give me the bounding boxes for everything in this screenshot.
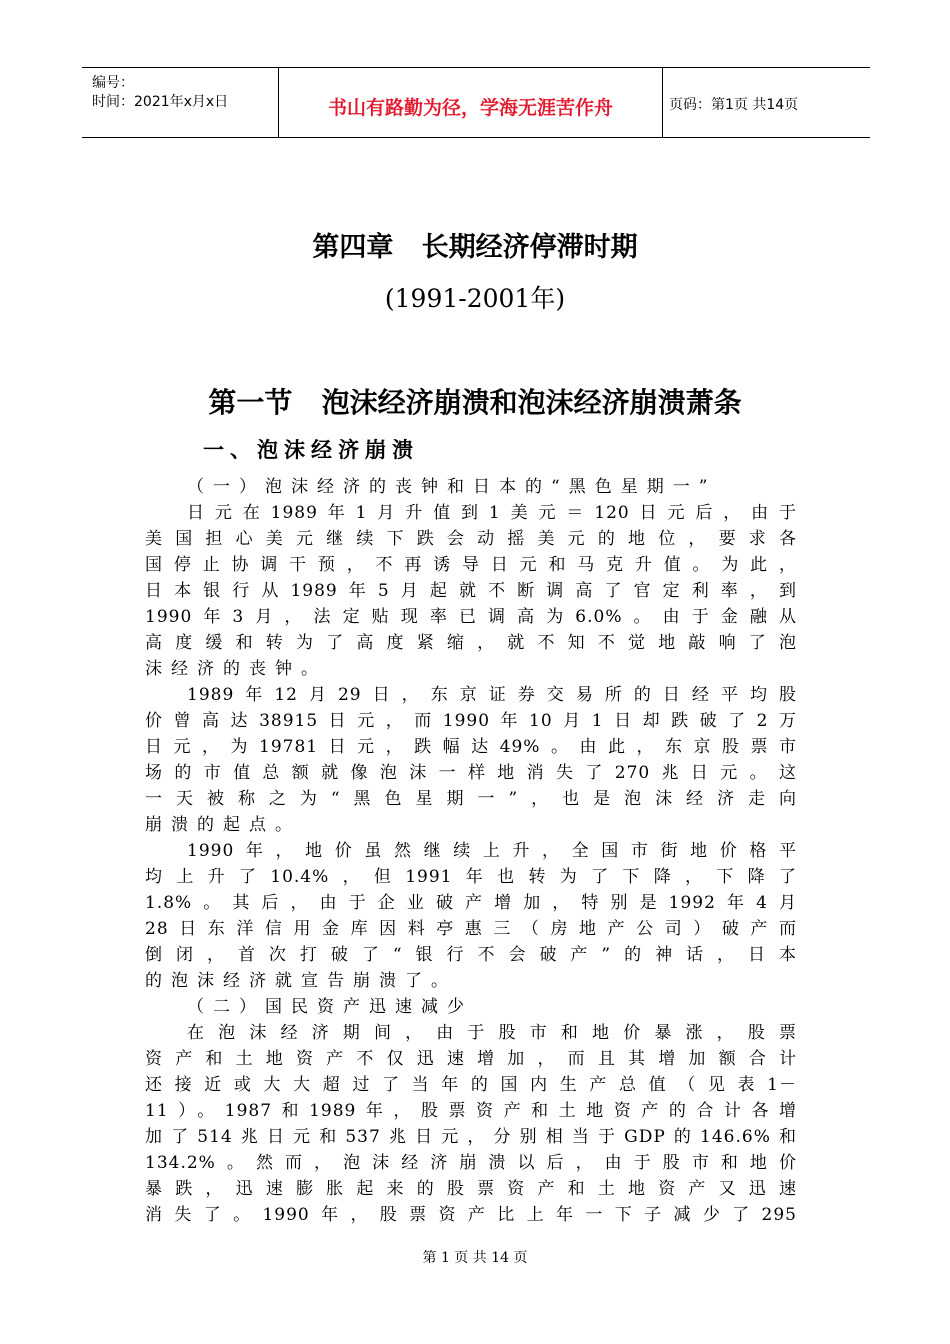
header-page-cell bbox=[663, 68, 870, 137]
text-line: 1989年12月29日，东京证券交易所的日经平均股 bbox=[187, 685, 797, 705]
text-line: 日本银行从1989年5月起就不断调高了官定利率，到 bbox=[145, 581, 797, 601]
text-line: 国停止协调干预，不再诱导日元和马克升值。为此， bbox=[145, 555, 797, 575]
text-line: 还接近或大大超过了当年的国内生产总值（见表1－ bbox=[145, 1075, 797, 1095]
text-line: 1.8%。其后，由于企业破产增加，特别是1992年4月 bbox=[145, 893, 797, 913]
text-line: 1990年3月，法定贴现率已调高为6.0%。由于金融从 bbox=[145, 607, 797, 627]
text-line: 的泡沫经济就宣告崩溃了。 bbox=[145, 971, 457, 991]
page-info: 页码：第1页 共14页 bbox=[669, 97, 799, 113]
text-line: 均上升了10.4%，但1991年也转为了下降，下降了 bbox=[145, 867, 797, 887]
text-line: 日元在1989年1月升值到1美元＝120日元后，由于 bbox=[187, 503, 797, 523]
text-line: 高度缓和转为了高度紧缩，就不知不觉地敲响了泡 bbox=[145, 633, 797, 653]
text-line: 美国担心美元继续下跌会动摇美元的地位，要求各 bbox=[145, 529, 797, 549]
text-line: 沫经济的丧钟。 bbox=[145, 659, 327, 679]
page-footer: 第 1 页 共 14 页 bbox=[422, 1250, 528, 1266]
text-line: 暴跌，迅速膨胀起来的股票资产和土地资产又迅速 bbox=[145, 1179, 797, 1199]
code-label: 编号： bbox=[92, 75, 134, 91]
text-line: 1990年，地价虽然继续上升，全国市街地价格平 bbox=[187, 841, 797, 861]
paragraph-heading: （二）国民资产迅速减少 bbox=[187, 997, 473, 1017]
date-label: 时间：2021年x月x日 bbox=[92, 94, 229, 110]
text-line: 一天被称之为“黑色星期一”，也是泡沫经济走向 bbox=[145, 789, 797, 809]
text-line: 在泡沫经济期间，由于股市和地价暴涨，股票 bbox=[187, 1023, 797, 1043]
chapter-title: 第四章 长期经济停滞时期 bbox=[312, 232, 638, 263]
header-meta-cell bbox=[82, 68, 279, 137]
paragraph-heading: （一）泡沫经济的丧钟和日本的“黑色星期一” bbox=[187, 477, 717, 497]
text-line: 崩溃的起点。 bbox=[145, 815, 301, 835]
text-line: 场的市值总额就像泡沫一样地消失了270兆日元。这 bbox=[145, 763, 797, 783]
text-line: 消失了。1990年，股票资产比上年一下子减少了295 bbox=[145, 1205, 797, 1225]
text-line: 倒闭，首次打破了“银行不会破产”的神话，日本 bbox=[145, 945, 797, 965]
text-line: 134.2%。然而，泡沫经济崩溃以后，由于股市和地价 bbox=[145, 1153, 797, 1173]
text-line: 加了514兆日元和537兆日元，分别相当于GDP的146.6%和 bbox=[145, 1127, 797, 1147]
chapter-years: (1991-2001年) bbox=[384, 284, 566, 313]
motto: 书山有路勤为径，学海无涯苦作舟 bbox=[327, 97, 613, 119]
text-line: 28日东洋信用金库因料亭惠三（房地产公司）破产而 bbox=[145, 919, 797, 939]
subsection-title: 一、泡沫经济崩溃 bbox=[203, 438, 419, 462]
text-line: 日元，为19781日元，跌幅达49%。由此，东京股票市 bbox=[145, 737, 797, 757]
text-line: 价曾高达38915日元，而1990年10月1日却跌破了2万 bbox=[145, 711, 797, 731]
header-motto-cell bbox=[279, 68, 663, 137]
section-title: 第一节 泡沫经济崩溃和泡沫经济崩溃萧条 bbox=[208, 386, 742, 419]
text-line: 资产和土地资产不仅迅速增加，而且其增加额合计 bbox=[145, 1049, 797, 1069]
header-table bbox=[82, 67, 870, 138]
text-line: 11）。1987和1989年，股票资产和土地资产的合计各增 bbox=[145, 1101, 797, 1121]
